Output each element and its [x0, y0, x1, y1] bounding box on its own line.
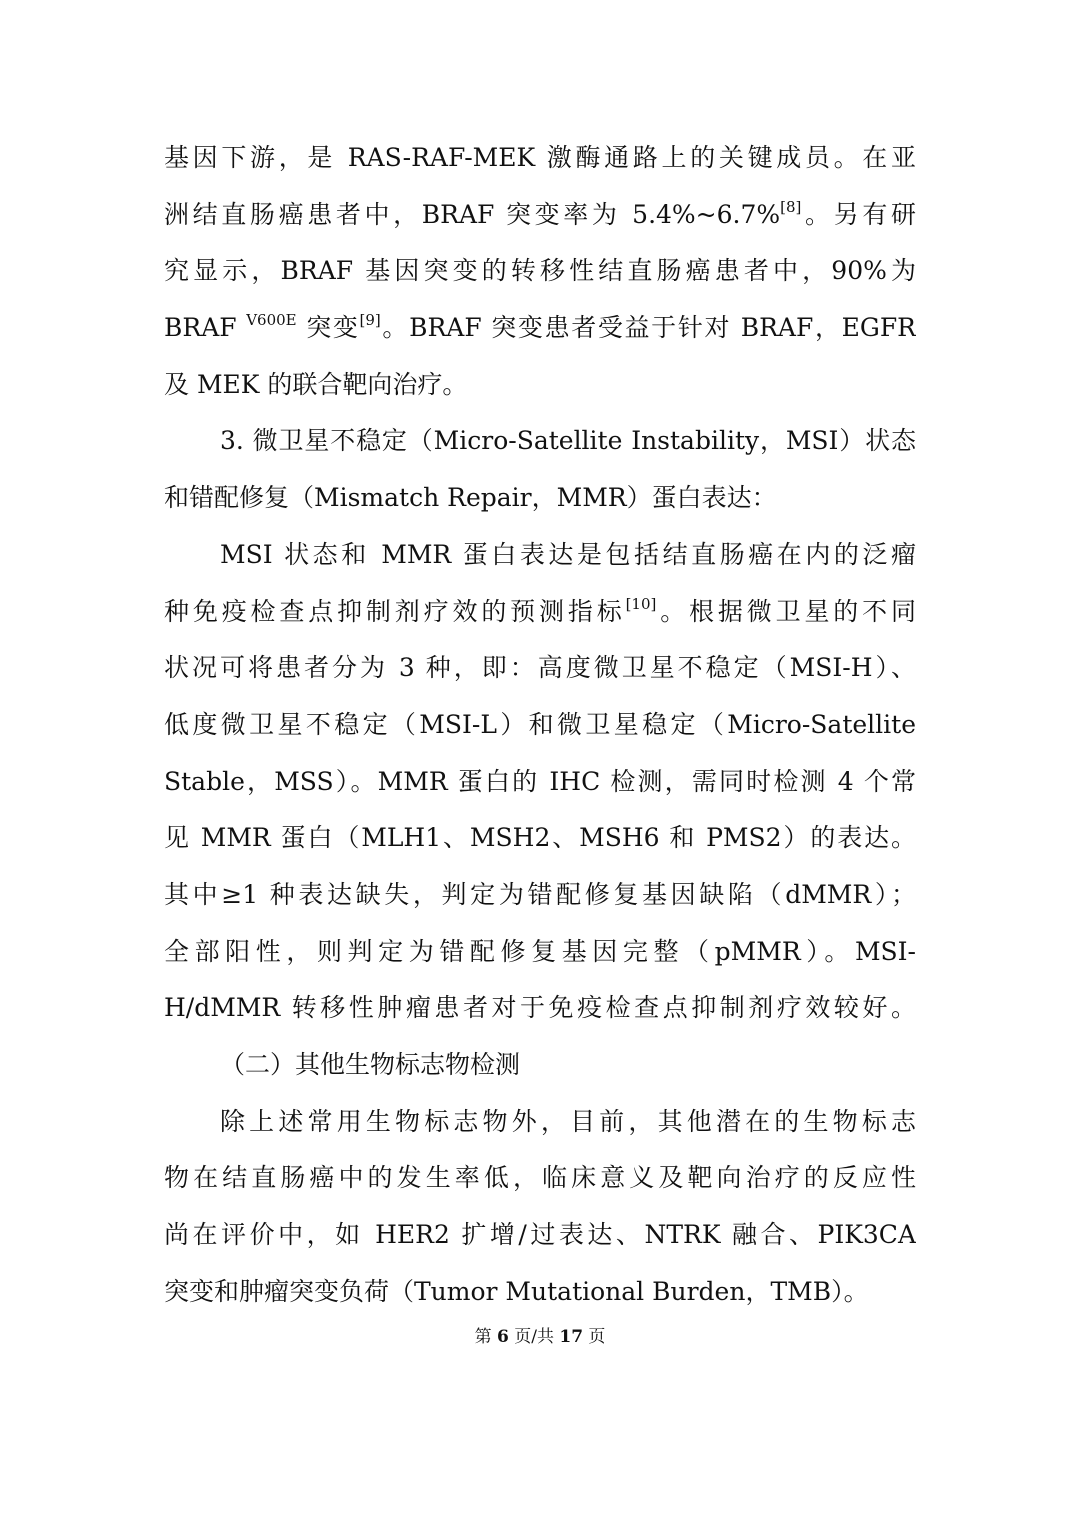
text-line: H/dMMR 转移性肿瘤患者对于免疫检查点抑制剂疗效较好。	[164, 993, 916, 1023]
text-line: Stable，MSS）。MMR 蛋白的 IHC 检测，需同时检测 4 个常	[164, 766, 916, 796]
text-line: 状况可将患者分为 3 种，即：高度微卫星不稳定（MSI-H）、	[164, 653, 916, 683]
citation: [10]	[625, 594, 657, 613]
text-line: 除上述常用生物标志物外，目前，其他潜在的生物标志	[220, 1106, 916, 1136]
text-line: 及 MEK 的联合靶向治疗。	[164, 369, 468, 399]
text-line: 基因下游，是 RAS-RAF-MEK 激酶通路上的关键成员。在亚	[164, 143, 916, 172]
text-line: 物在结直肠癌中的发生率低，临床意义及靶向治疗的反应性	[164, 1163, 916, 1193]
text-line: 其中≥1 种表达缺失，判定为错配修复基因缺陷（dMMR）；	[164, 879, 916, 909]
text-line: 和错配修复（Mismatch Repair，MMR）蛋白表达：	[164, 483, 777, 513]
text-line: 突变和肿瘤突变负荷（Tumor Mutational Burden，TMB）。	[164, 1276, 869, 1306]
text-line: 洲结直肠癌患者中，BRAF 突变率为 5.4%~6.7%[8]。另有研	[164, 197, 916, 229]
section-heading: 3. 微卫星不稳定（Micro-Satellite Instability，MSI）状态	[220, 426, 916, 456]
text-line: 尚在评价中，如 HER2 扩增/过表达、NTRK 融合、PIK3CA	[164, 1220, 916, 1250]
superscript: V600E	[246, 311, 297, 330]
body-text	[164, 130, 916, 1320]
page-total: 17	[559, 1327, 584, 1347]
page-number: 6	[496, 1327, 509, 1347]
text-line: 种免疫检查点抑制剂疗效的预测指标[10]。根据微卫星的不同	[164, 594, 916, 626]
citation: [9]	[359, 311, 381, 330]
text-line: 全部阳性，则判定为错配修复基因完整（pMMR）。MSI-	[164, 936, 916, 966]
subsection-heading: （二）其他生物标志物检测	[220, 1050, 521, 1079]
text-line: 见 MMR 蛋白（MLH1、MSH2、MSH6 和 PMS2）的表达。	[164, 823, 916, 853]
text-line: BRAF $^{V600E}$ 突变[9]。BRAF 突变患者受益于针对 BRAF，EGFR	[164, 311, 916, 343]
page-footer: 第 6 页/共 17 页	[474, 1327, 606, 1347]
text-line: 低度微卫星不稳定（MSI-L）和微卫星稳定（Micro-Satellite	[164, 709, 916, 739]
citation: [8]	[780, 197, 802, 216]
text-line: 究显示，BRAF 基因突变的转移性结直肠癌患者中，90%为	[164, 256, 916, 286]
text-line: MSI 状态和 MMR 蛋白表达是包括结直肠癌在内的泛瘤	[220, 539, 916, 569]
